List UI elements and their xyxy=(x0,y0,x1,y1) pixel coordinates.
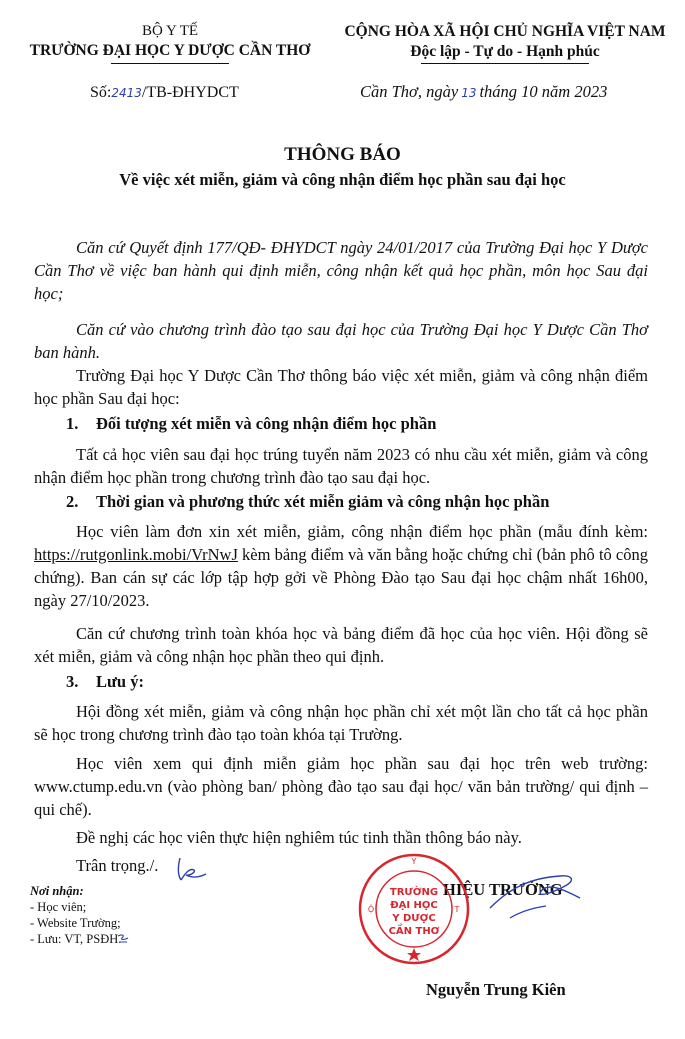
section-1-text: Tất cả học viên sau đại học trúng tuyển năm 2023 có nhu cầu xét miễn, giảm và công nhận điểm học phần trong chương trình đào tạo sau đại học. xyxy=(34,445,648,487)
section-2-text-c: Căn cứ chương trình toàn khóa học và bảng điểm đã học của học viên. Hội đồng sẽ xét miễn, giảm và công nhận học phần theo qui định. xyxy=(34,624,648,666)
header-left-underline xyxy=(111,63,229,64)
director-signature xyxy=(480,868,590,928)
seal-line-2: ĐẠI HỌC xyxy=(390,900,438,911)
section-2-number: 2. xyxy=(66,492,79,511)
request-paragraph: Đề nghị các học viên thực hiện nghiêm túc tinh thần thông báo này. xyxy=(76,828,522,847)
document-subtitle: Về việc xét miễn, giảm và công nhận điểm học phần sau đại học xyxy=(119,170,566,189)
header-right xyxy=(330,22,680,64)
section-2-heading xyxy=(66,492,549,512)
date-day-handwritten: 13 xyxy=(461,86,477,100)
section-2-text-a-lead: Học viên làm đơn xin xét miễn, giảm, công nhận điểm học phần (mẫu đính kèm: xyxy=(76,522,648,541)
svg-text:T: T xyxy=(454,905,460,914)
seal-line-3: Y DƯỢC xyxy=(392,913,436,924)
university-name: TRƯỜNG ĐẠI HỌC Y DƯỢC CẦN THƠ xyxy=(29,42,311,59)
svg-text:Y: Y xyxy=(411,857,417,866)
section-2-title: Thời gian và phương thức xét miễn giảm và công nhận học phần xyxy=(96,492,550,511)
closing: Trân trọng./. xyxy=(76,856,159,875)
document-date xyxy=(360,82,607,102)
doc-no-suffix: /TB-ĐHYDCT xyxy=(141,84,239,101)
motto: Độc lập - Tự do - Hạnh phúc xyxy=(410,43,600,60)
recipient-item: - Lưu: VT, PSĐH. xyxy=(30,932,122,946)
signer-name: Nguyễn Trung Kiên xyxy=(426,980,566,999)
recipient-item: - Website Trường; xyxy=(30,916,121,930)
section-3-text-a: Hội đồng xét miễn, giảm và công nhận học phần chỉ xét một lần cho tất cả học phần sẽ học trong chương trình đào tạo toàn khóa tại Trường. xyxy=(34,702,648,744)
country-name: CỘNG HÒA XÃ HỘI CHỦ NGHĨA VIỆT NAM xyxy=(344,23,666,40)
initial-signature xyxy=(172,854,212,884)
recipients-block xyxy=(30,883,121,947)
form-link[interactable]: https://rutgonlink.mobi/VrNwJ xyxy=(34,545,238,564)
date-suffix: tháng 10 năm 2023 xyxy=(479,82,608,101)
seal-line-1: TRƯỜNG xyxy=(389,887,439,898)
ministry-name: BỘ Y TẾ xyxy=(141,23,199,39)
signer-position: HIỆU TRƯỞNG xyxy=(443,880,563,899)
recipients-initial xyxy=(116,933,130,945)
header-left xyxy=(20,22,320,64)
svg-text:Ộ: Ộ xyxy=(367,905,375,914)
intro-paragraph: Trường Đại học Y Dược Cần Thơ thông báo việc xét miễn, giảm và công nhận điểm học phần Sau đại học: xyxy=(34,366,648,408)
recipients-label: Nơi nhận: xyxy=(30,884,84,898)
section-1-number: 1. xyxy=(66,414,79,433)
section-1-title: Đối tượng xét miễn và công nhận điểm học phần xyxy=(96,414,437,433)
doc-no-handwritten: 2413 xyxy=(111,86,142,100)
section-2-text-a-tail: kèm bảng điểm và văn bằng hoặc chứng chỉ (bản phô tô công chứng). Ban cán sự các lớp tập hợp gởi về Phòng Đào tạo Sau đại học chậm nhất 16h00, ngày 27/10/2023. xyxy=(34,545,649,610)
doc-no-prefix: Số: xyxy=(90,84,112,101)
section-2-text-a xyxy=(34,520,648,612)
seal-star-icon xyxy=(407,948,421,961)
date-prefix: Cần Thơ, ngày xyxy=(360,82,459,101)
section-3-number: 3. xyxy=(66,672,79,691)
seal-line-4: CẦN THƠ xyxy=(388,926,440,937)
section-3-heading xyxy=(66,672,144,692)
basis-2: Căn cứ vào chương trình đào tạo sau đại học của Trường Đại học Y Dược Cần Thơ ban hành. xyxy=(34,320,648,362)
section-3-text-b: Học viên xem qui định miễn giảm học phần sau đại học trên web trường: www.ctump.edu.vn (vào phòng ban/ phòng đào tạo sau đại học/ văn bản trường/ qui định – qui chế). xyxy=(34,754,648,819)
header-right-underline xyxy=(421,63,589,64)
recipient-item: - Học viên; xyxy=(30,900,87,914)
section-3-title: Lưu ý: xyxy=(96,672,144,691)
section-1-heading xyxy=(66,414,436,434)
document-title: THÔNG BÁO xyxy=(284,144,401,165)
official-seal xyxy=(357,852,471,966)
basis-1: Căn cứ Quyết định 177/QĐ- ĐHYDCT ngày 24/01/2017 của Trường Đại học Y Dược Cần Thơ về việc ban hành qui định miễn, công nhận kết quả học phần, môn học Sau đại học; xyxy=(34,238,648,303)
document-number xyxy=(90,84,239,102)
